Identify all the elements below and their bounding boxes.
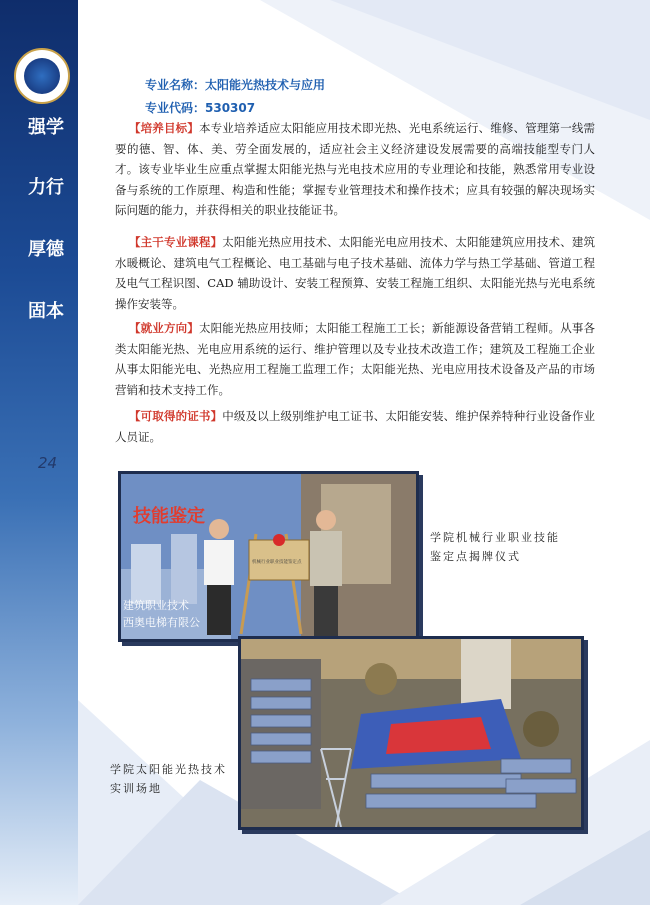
photo-solar-training-site [238,636,584,830]
school-logo [14,48,70,104]
sign-text-1: 建筑职业技术 [123,599,189,612]
caption-solar-training-site: 学院太阳能光热技术实训场地 [110,763,227,795]
major-name: 专业名称：太阳能光热技术与应用 [145,78,326,92]
section-text: 本专业培养适应太阳能应用技术即光热、光电系统运行、维修、管理第一线需要的德、智、体、美、劳全面发展的，适应社会主义经济建设发展需要的高端技能型专门人才。该专业毕业生应重点掌握太阳能光热与光电技术应用的专业理论和技能，熟悉常用专业设备与系统的工作原理、构造和性能；掌握专业管理技术和操作技术；应具有较强的解决现场实际问题的能力，并获得相关的职业技能证书。 [115,121,596,217]
section-certificates [115,406,595,447]
motto-line-3: 厚德 [28,239,64,260]
motto-line-1: 强学 [28,117,64,138]
section-text: 太阳能光热应用技师；太阳能工程施工工长；新能源设备营销工程师。从事各类太阳能光热、光电应用系统的运行、维护管理以及专业技术改造工作；建筑及工程施工企业从事太阳能光电、光热应用工程施工监理工作；太阳能光热、光电应用技术设备及产品的市场营销和技术支持工作。 [115,321,596,397]
red-ribbon-flower [273,534,285,546]
sidebar [0,0,78,905]
motto-line-2: 力行 [28,177,64,198]
section-label: 【就业方向】 [129,321,199,335]
sign-text-2: 西奥电梯有限公 [123,616,200,629]
section-label: 【可取得的证书】 [129,409,223,423]
page-number: 24 [38,454,58,472]
section-main-courses [115,232,595,314]
section-label: 【培养目标】 [129,121,199,135]
school-logo-emblem [24,58,60,94]
section-employment [115,318,595,400]
major-code: 专业代码：530307 [145,101,256,115]
solar-site-scene [241,639,581,827]
section-training-goal [115,118,595,221]
photo-unveiling-ceremony [118,471,419,642]
plaque-text: 机械行业职业技能鉴定点 [252,560,302,565]
section-text: 中级及以上级别维护电工证书、太阳能安装、维护保养特种行业设备作业人员证。 [115,409,595,444]
ceremony-scene [121,474,416,639]
section-text: 太阳能光热应用技术、太阳能光电应用技术、太阳能建筑应用技术、建筑水暖概论、建筑电气工程概论、电工基础与电子技术基础、流体力学与热工学基础、管道工程及电气工程识图、CAD 辅助设计、安装工程预算、安装工程施工组织、太阳能光热与光电系统操作安装等。 [115,235,595,311]
banner-text: 技能鉴定 [133,506,205,527]
section-label: 【主干专业课程】 [129,235,223,249]
motto-line-4: 固本 [28,301,64,322]
caption-unveiling-ceremony: 学院机械行业职业技能鉴定点揭牌仪式 [430,531,560,563]
